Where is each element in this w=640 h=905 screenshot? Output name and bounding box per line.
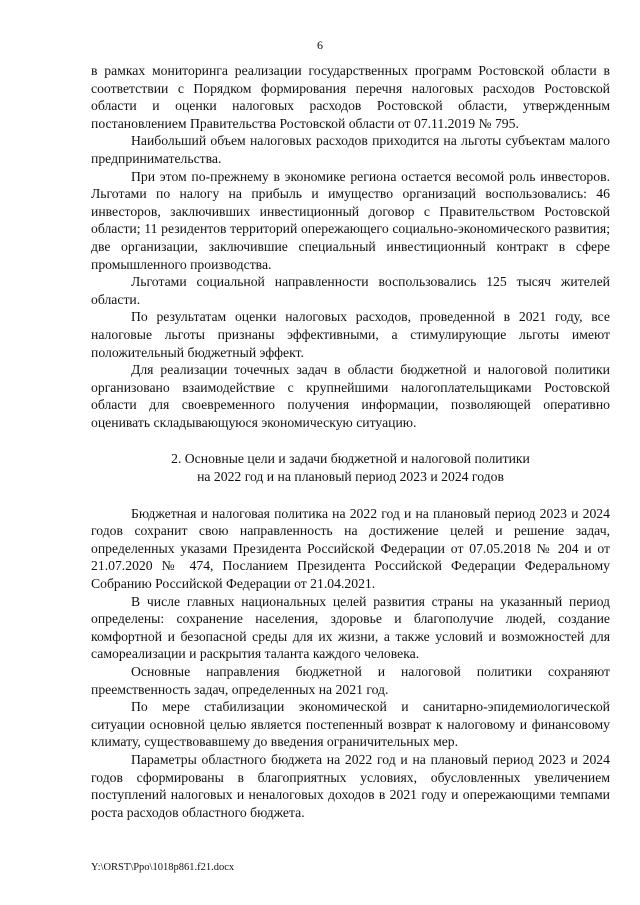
document-body	[91, 62, 610, 821]
paragraph: Наибольший объем налоговых расходов приходится на льготы субъектам малого предпринимательства.	[91, 133, 610, 166]
paragraph: По мере стабилизации экономической и санитарно-эпидемиологической ситуации основной целью является постепенный возврат к налоговому и финансовому климату, существовавшему до введения ограничительных мер.	[91, 699, 610, 750]
footer-file-path: Y:\ORST\Ppo\1018p861.f21.docx	[91, 862, 235, 873]
section-heading-line-2: на 2022 год и на плановый период 2023 и 2024 годов	[197, 469, 504, 485]
paragraph: В числе главных национальных целей развития страны на указанный период определены: сохранение населения, здоровье и благополучие людей, создание комфортной и безопасной среды для их жизни, а также условий и возможностей для самореализации и раскрытия таланта каждого человека.	[91, 593, 610, 662]
spacer	[91, 431, 610, 450]
paragraph-continuation: в рамках мониторинга реализации государственных программ Ростовской области в соответствии с Порядком формирования перечня налоговых расходов Ростовской области и оценки налоговых расходов Ростовской области, утвержденным постановлением Правительства Ростовской области от 07.11.2019 № 795.	[91, 63, 610, 131]
paragraph: Бюджетная и налоговая политика на 2022 год и на плановый период 2023 и 2024 годов сохранит свою направленность на достижение целей и решение задач, определенных указами Президента Российской Федерации от 07.05.2018 № 204 и от 21.07.2020 № 474, Посланием Президента Российской Федерации Федеральному Собранию Российской Федерации от 21.04.2021.	[91, 505, 610, 592]
paragraph: Параметры областного бюджета на 2022 год и на плановый период 2023 и 2024 годов сформированы в благоприятных условиях, обусловленных увеличением поступлений налоговых и неналоговых доходов в 2021 году и опережающими темпами роста расходов областного бюджета.	[91, 751, 610, 820]
page-number: 6	[317, 38, 323, 52]
section-heading-line-1: 2. Основные цели и задачи бюджетной и налоговой политики	[171, 451, 530, 467]
paragraph: Льготами социальной направленности воспользовались 125 тысяч жителей области.	[91, 274, 610, 307]
paragraph: При этом по-прежнему в экономике региона остается весомой роль инвесторов. Льготами по налогу на прибыль и имущество организаций воспользовались: 46 инвесторов, заключивших инвестиционный договор с Правительством Ростовской области; 11 резидентов территорий опережающего социально-экономического развития; две организации, заключившие специальный инвестиционный контракт в сфере промышленного производства.	[91, 168, 610, 272]
paragraph: Для реализации точечных задач в области бюджетной и налоговой политики организовано взаимодействие с крупнейшими налогоплательщиками Ростовской области для своевременного получения информации, позволяющей оперативно оценивать складывающуюся экономическую ситуацию.	[91, 362, 610, 430]
paragraph: По результатам оценки налоговых расходов, проведенной в 2021 году, все налоговые льготы признаны эффективными, а стимулирующие льготы имеют положительный бюджетный эффект.	[91, 309, 610, 360]
paragraph: Основные направления бюджетной и налоговой политики сохраняют преемственность задач, определенных на 2021 год.	[91, 664, 610, 697]
spacer	[91, 486, 610, 505]
